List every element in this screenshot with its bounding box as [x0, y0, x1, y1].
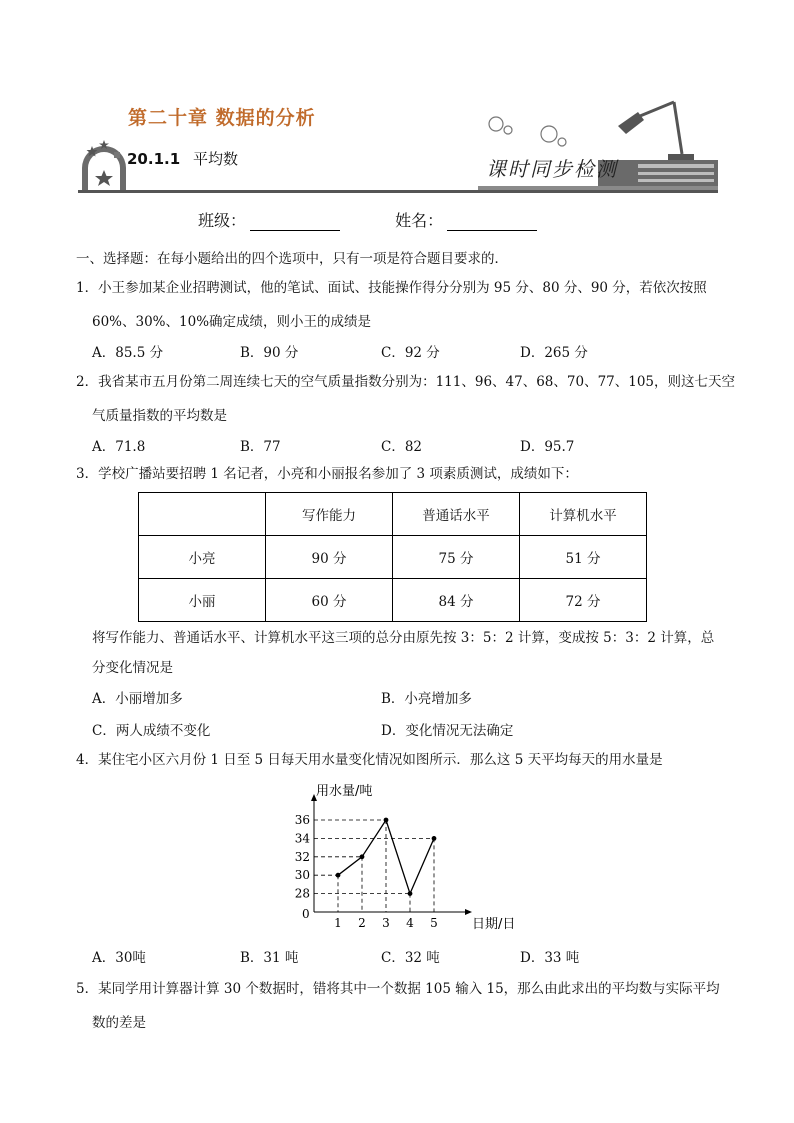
table-row: [139, 536, 647, 579]
x-tick-label: 5: [430, 916, 438, 930]
bubble-icon: [558, 138, 566, 146]
option-a[interactable]: A．71.8: [92, 439, 146, 455]
option-c[interactable]: C．82: [381, 439, 423, 455]
section-heading: 一、选择题：在每小题给出的四个选项中，只有一项是符合题目要求的．: [76, 251, 508, 267]
x-axis-label: 日期/日: [472, 917, 516, 932]
section-name: 平均数: [192, 150, 238, 168]
question-number: 4．: [76, 752, 99, 768]
data-point: [432, 836, 437, 841]
water-usage-chart: [280, 776, 530, 936]
table-cell: 51 分: [520, 536, 647, 579]
question-4: [76, 750, 663, 770]
question-text-continued: 分变化情况是: [92, 660, 173, 676]
question-text-continued: 数的差是: [92, 1015, 146, 1031]
data-point: [384, 818, 389, 823]
class-label: 班级：: [198, 211, 247, 230]
bubble-icon: [504, 126, 512, 134]
question-text: 我省某市五月份第二周连续七天的空气质量指数分别为：111、96、47、68、70、77、105，则这七天空: [98, 374, 736, 390]
table-row: [139, 579, 647, 622]
table-cell: 75 分: [393, 536, 520, 579]
question-number: 1．: [76, 280, 99, 296]
table-cell: 小丽: [139, 579, 266, 622]
option-a[interactable]: A．小丽增加多: [92, 691, 183, 707]
data-point: [360, 854, 365, 859]
data-point: [336, 873, 341, 878]
option-c[interactable]: C．92 分: [381, 345, 440, 361]
header-rule: [78, 190, 718, 193]
option-d[interactable]: D．265 分: [520, 345, 588, 361]
section-title: [127, 148, 238, 169]
name-field[interactable]: [447, 215, 537, 231]
question-1: [76, 278, 707, 298]
student-info-row: [198, 208, 537, 231]
x-tick-label: 4: [406, 916, 414, 930]
question-text-continued: 气质量指数的平均数是: [92, 408, 227, 424]
chapter-title: 第二十章 数据的分析: [128, 107, 316, 129]
x-tick-label: 2: [358, 916, 366, 930]
option-b[interactable]: B．90 分: [240, 345, 299, 361]
option-b[interactable]: B．小亮增加多: [381, 691, 472, 707]
question-text: 某住宅小区六月份 1 日至 5 日每天用水量变化情况如图所示．那么这 5 天平均每天的用水量是: [98, 752, 663, 768]
option-d[interactable]: D．33 吨: [520, 950, 580, 966]
table-header-cell: 写作能力: [266, 493, 393, 536]
lamp-icon: [618, 102, 694, 160]
option-d[interactable]: D．95.7: [520, 439, 575, 455]
question-number: 3．: [76, 466, 99, 482]
option-b[interactable]: B．31 吨: [240, 950, 299, 966]
y-tick-label: 30: [294, 868, 310, 883]
option-a[interactable]: A．85.5 分: [92, 345, 164, 361]
option-c[interactable]: C．两人成绩不变化: [92, 723, 211, 739]
table-cell: 60 分: [266, 579, 393, 622]
x-axis-arrow: [465, 909, 472, 915]
table-cell: 小亮: [139, 536, 266, 579]
bubble-icon: [541, 126, 557, 142]
question-text: 某同学用计算器计算 30 个数据时，错将其中一个数据 105 输入 15，那么由此求出的平均数与实际平均: [98, 981, 720, 997]
name-label: 姓名：: [395, 211, 444, 230]
table-cell: 72 分: [520, 579, 647, 622]
section-number: 20.1.1: [127, 150, 181, 168]
question-5: [76, 979, 720, 999]
question-number: 5．: [76, 981, 99, 997]
table-cell: 90 分: [266, 536, 393, 579]
y-tick-label: 28: [294, 886, 310, 901]
question-3: [76, 464, 578, 484]
y-tick-label: 32: [294, 849, 310, 864]
score-table: [138, 492, 647, 622]
table-header-row: [139, 493, 647, 536]
origin-label: 0: [302, 907, 310, 921]
y-tick-label: 34: [294, 831, 310, 846]
table-header-cell: 普通话水平: [393, 493, 520, 536]
table-cell: 84 分: [393, 579, 520, 622]
banner-label: 课时同步检测: [486, 157, 618, 181]
option-a[interactable]: A．30吨: [92, 950, 146, 966]
x-tick-label: 1: [334, 916, 342, 930]
question-text: 小王参加某企业招聘测试，他的笔试、面试、技能操作得分分别为 95 分、80 分、90 分，若依次按照: [98, 280, 707, 296]
question-text-continued: 将写作能力、普通话水平、计算机水平这三项的总分由原先按 3：5：2 计算，变成按 5：3：2 计算，总: [92, 630, 715, 646]
x-tick-label: 3: [382, 916, 390, 930]
table-header-cell: 计算机水平: [520, 493, 647, 536]
option-d[interactable]: D．变化情况无法确定: [381, 723, 514, 739]
question-number: 2．: [76, 374, 99, 390]
option-b[interactable]: B．77: [240, 439, 281, 455]
question-2: [76, 372, 735, 392]
y-tick-label: 36: [294, 813, 310, 827]
option-c[interactable]: C．32 吨: [381, 950, 440, 966]
class-field[interactable]: [250, 215, 340, 231]
data-point: [408, 891, 413, 896]
question-text: 学校广播站要招聘 1 名记者，小亮和小丽报名参加了 3 项素质测试，成绩如下：: [98, 466, 578, 482]
table-header-cell: [139, 493, 266, 536]
y-axis-label: 用水量/吨: [316, 784, 373, 799]
question-text-continued: 60%、30%、10%确定成绩，则小王的成绩是: [92, 314, 372, 330]
bubble-icon: [489, 117, 503, 131]
